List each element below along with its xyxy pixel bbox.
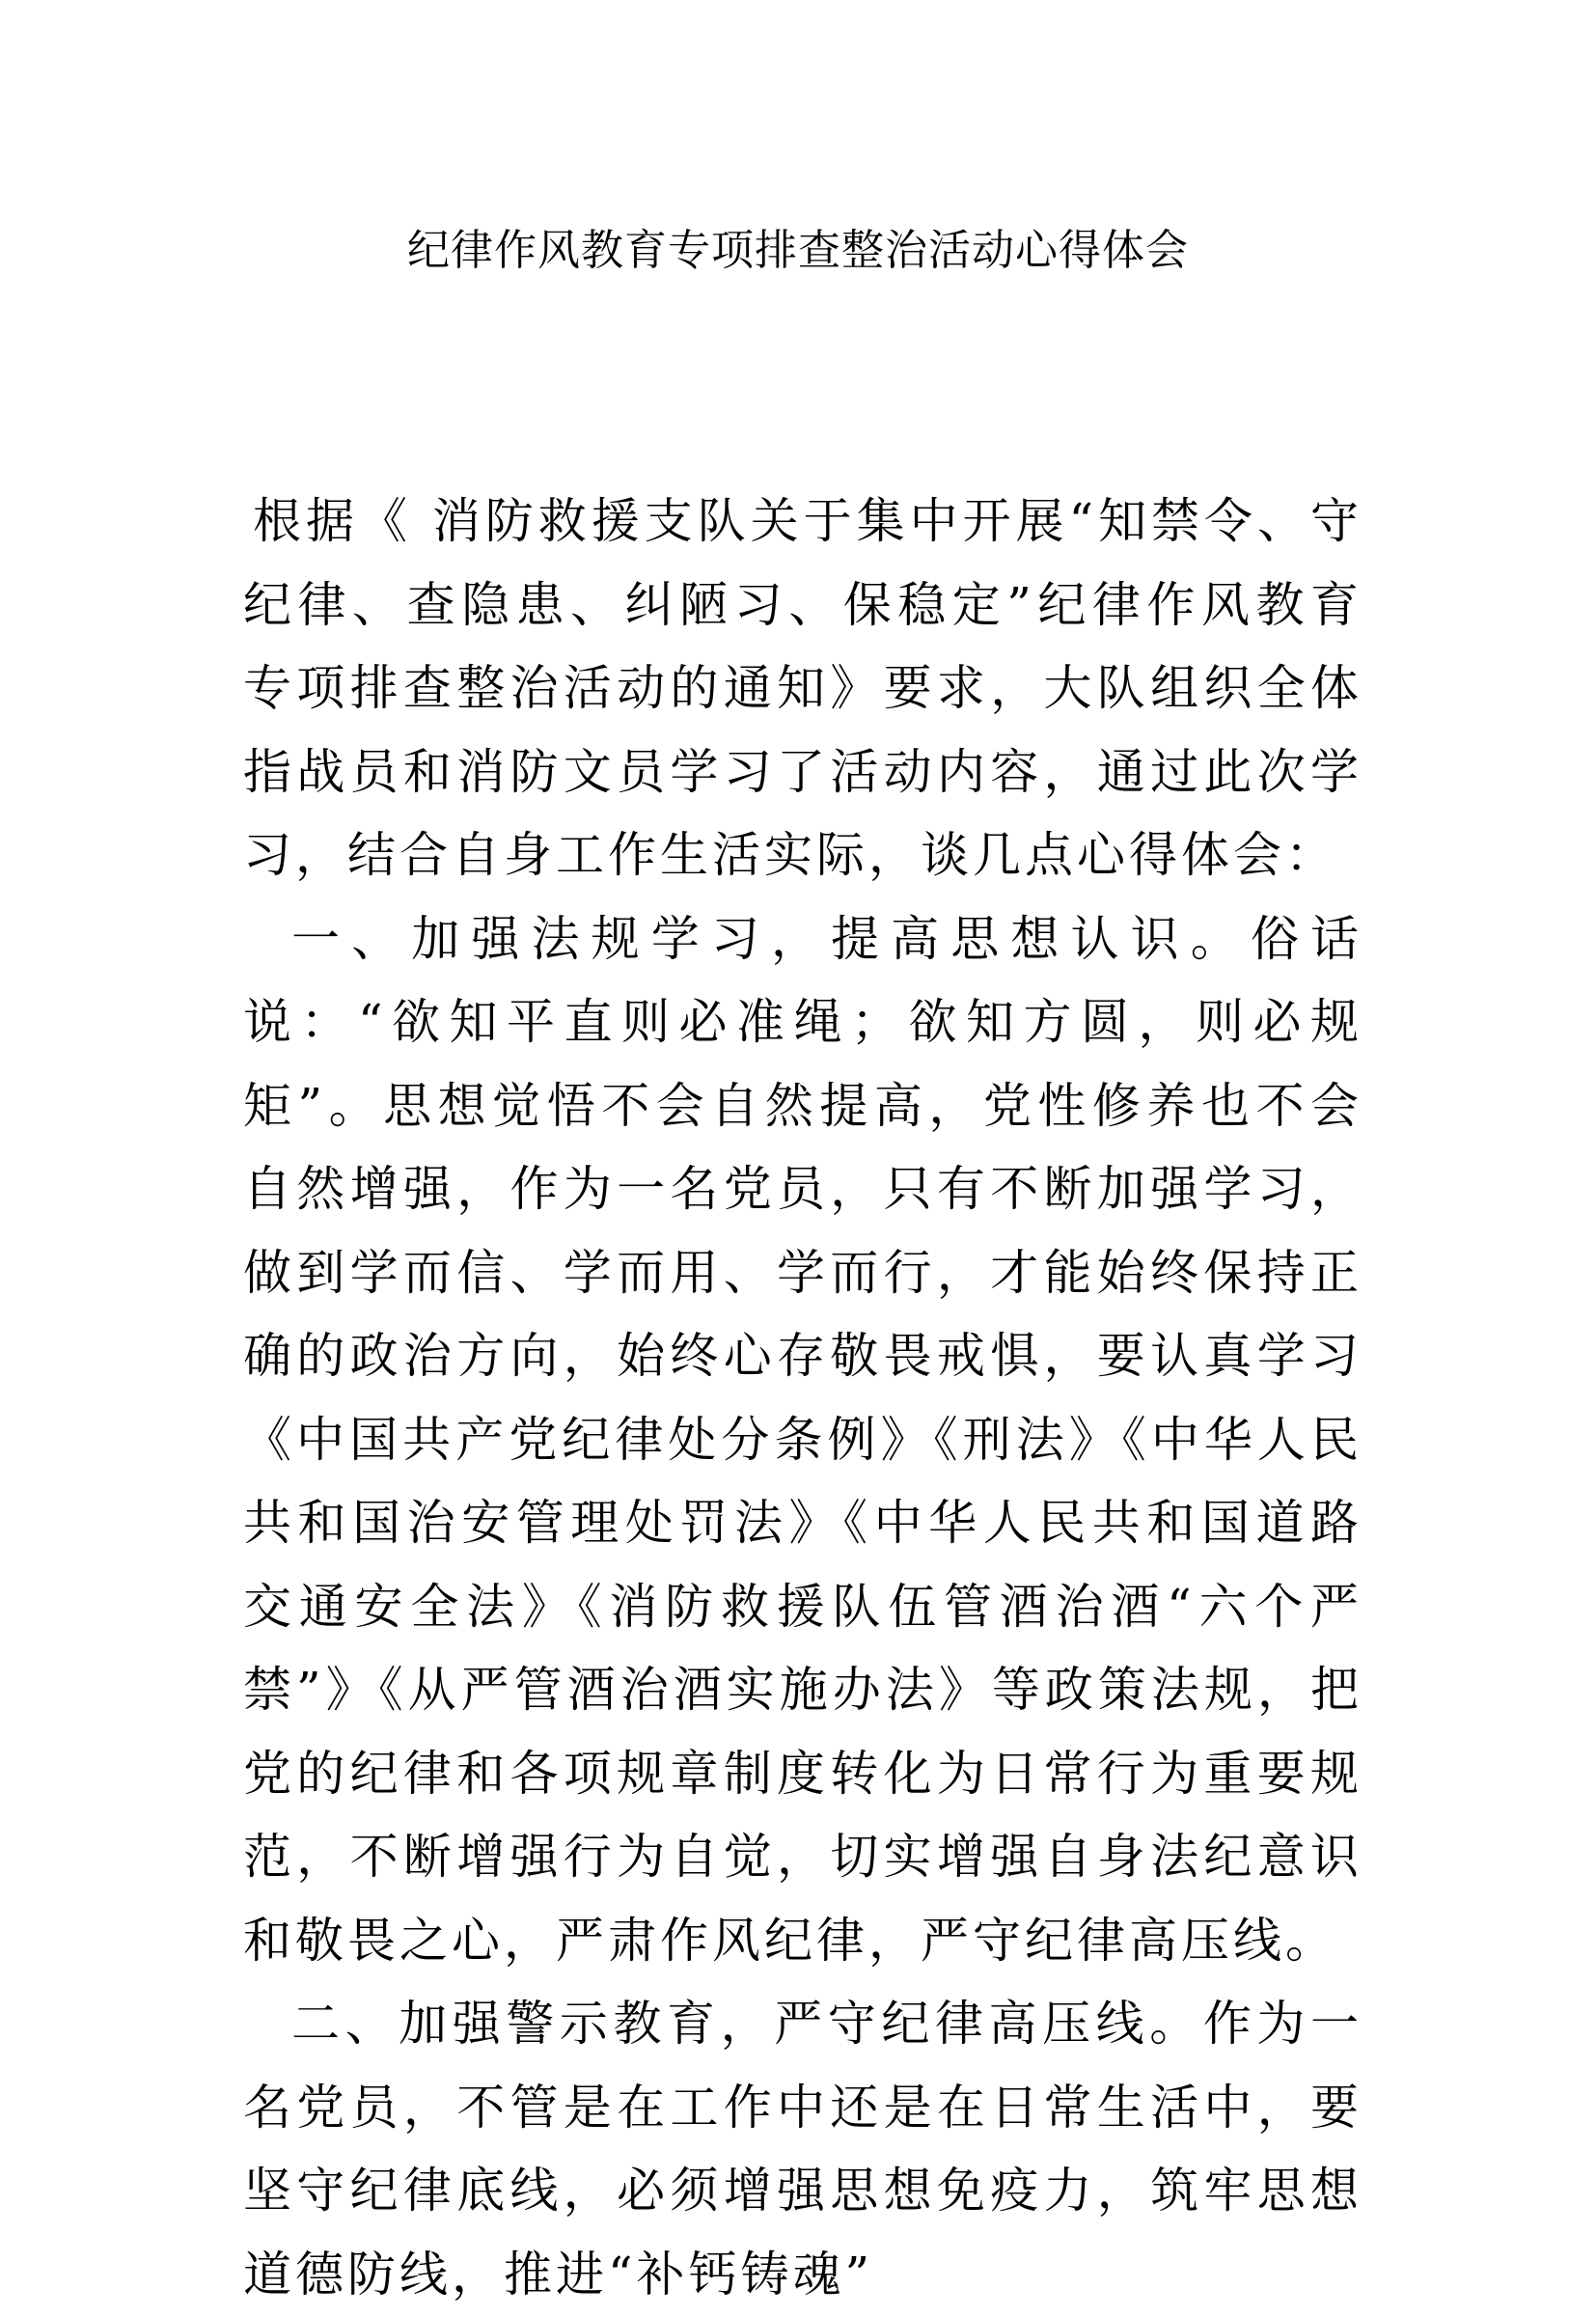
paragraph-section-2: 二、加强警示教育，严守纪律高压线。作为一名党员，不管是在工作中还是在日常生活中，要坚守纪律底线，必须增强思想免疫力，筑牢思想道德防线，推进“补钙铸魂” — [243, 1996, 1362, 2302]
paragraph-intro: 根据《 消防救援支队关于集中开展“知禁令、守纪律、查隐患、纠陋习、保稳定”纪律作风教育专项排查整治活动的通知》要求，大队组织全体指战员和消防文员学习了活动内容，通过此次学习，结合自身工作生活实际，谈几点心得体会： — [243, 493, 1362, 883]
document-title: 纪律作风教育专项排查整治活动心得体会 — [407, 226, 1189, 275]
paragraph-section-1: 一、加强法规学习，提高思想认识。俗话说：“欲知平直则必准绳；欲知方圆，则必规矩”。思想觉悟不会自然提高，党性修养也不会自然增强，作为一名党员，只有不断加强学习，做到学而信、学而用、学而行，才能始终保持正确的政治方向，始终心存敬畏戒惧，要认真学习《中国共产党纪律处分条例》《刑法》《中华人民共和国治安管理处罚法》《中华人民共和国道路交通安全法》《消防救援队伍管酒治酒“六个严禁”》《从严管酒治酒实施办法》等政策法规，把党的纪律和各项规章制度转化为日常行为重要规范，不断增强行为自觉，切实增强自身法纪意识和敬畏之心，严肃作风纪律，严守纪律高压线。 — [243, 910, 1362, 1969]
document-body — [243, 480, 1362, 2316]
